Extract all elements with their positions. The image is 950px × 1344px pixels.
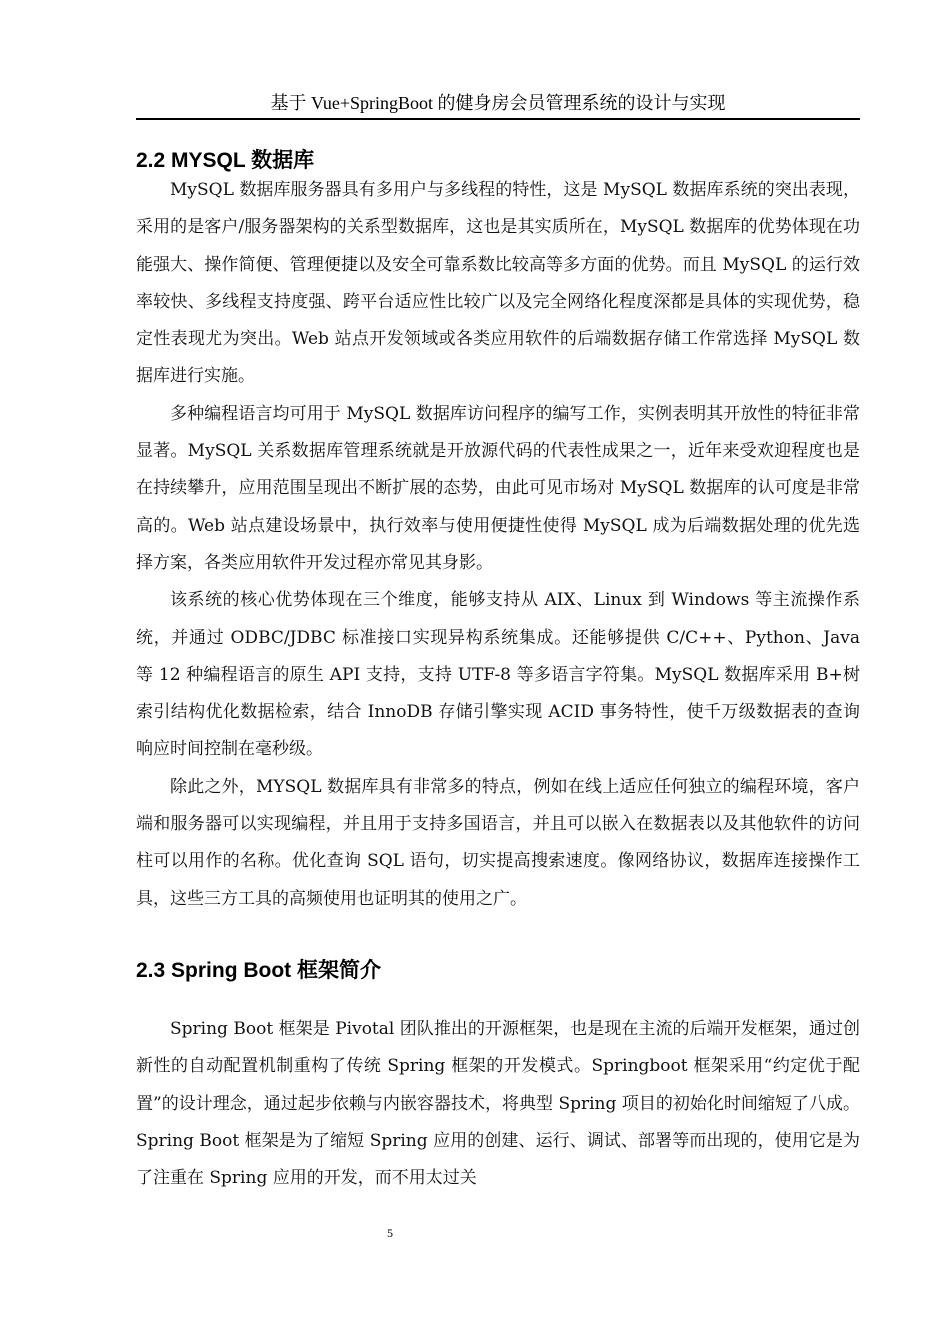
- page-number: 5: [387, 1226, 393, 1240]
- running-header: 基于 Vue+SpringBoot 的健身房会员管理系统的设计与实现: [136, 88, 860, 120]
- paragraph: 除此之外，MYSQL 数据库具有非常多的特点，例如在线上适应任何独立的编程环境，客户端和服务器可以实现编程，并且用于支持多国语言，并且可以嵌入在数据表以及其他软件的访问柱可以用作的名称。优化查询 SQL 语句，切实提高搜索速度。像网络协议，数据库连接操作工具，这些三方工具的高频使用也证明其的使用之广。: [136, 776, 860, 909]
- paragraph: 多种编程语言均可用于 MySQL 数据库访问程序的编写工作，实例表明其开放性的特征非常显著。MySQL 关系数据库管理系统就是开放源代码的代表性成果之一，近年来受欢迎程度也是在持续攀升，应用范围呈现出不断扩展的态势，由此可见市场对 MySQL 数据库的认可度是非常高的。Web 站点建设场景中，执行效率与使用便捷性使得 MySQL 成为后端数据处理的优先选择方案，各类应用软件开发过程亦常见其身影。: [136, 403, 860, 573]
- paragraph: 该系统的核心优势体现在三个维度，能够支持从 AIX、Linux 到 Windows 等主流操作系统，并通过 ODBC/JDBC 标准接口实现异构系统集成。还能够提供 C/C++、Python、Java 等 12 种编程语言的原生 API 支持，支持 UTF-8 等多语言字符集。MySQL 数据库采用 B+树索引结构优化数据检索，结合 InnoDB 存储引擎实现 ACID 事务特性，使千万级数据表的查询响应时间控制在毫秒级。: [136, 590, 860, 760]
- paragraph: Spring Boot 框架是 Pivotal 团队推出的开源框架，也是现在主流的后端开发框架，通过创新性的自动配置机制重构了传统 Spring 框架的开发模式。Springboot 框架采用“约定优于配置”的设计理念，通过起步依赖与内嵌容器技术，将典型 Spring 项目的初始化时间缩短了八成。Spring Boot 框架是为了缩短 Spring 应用的创建、运行、调试、部署等而出现的，使用它是为了注重在 Spring 应用的开发，而不用太过关: [136, 1019, 860, 1189]
- section-heading-2-3: 2.3 Spring Boot 框架简介: [136, 959, 382, 982]
- section-heading-2-2: 2.2 MYSQL 数据库: [136, 149, 315, 172]
- section-body-2-2: [136, 172, 860, 918]
- paragraph: MySQL 数据库服务器具有多用户与多线程的特性，这是 MySQL 数据库系统的突出表现，采用的是客户/服务器架构的关系型数据库，这也是其实质所在，MySQL 数据库的优势体现在功能强大、操作简便、管理便捷以及安全可靠系数比较高等多方面的优势。而且 MySQL 的运行效率较快、多线程支持度强、跨平台适应性比较广以及完全网络化程度深都是具体的实现优势，稳定性表现尤为突出。Web 站点开发领域或各类应用软件的后端数据存储工作常选择 MySQL 数据库进行实施。: [136, 180, 860, 387]
- section-body-2-3: [136, 1011, 860, 1197]
